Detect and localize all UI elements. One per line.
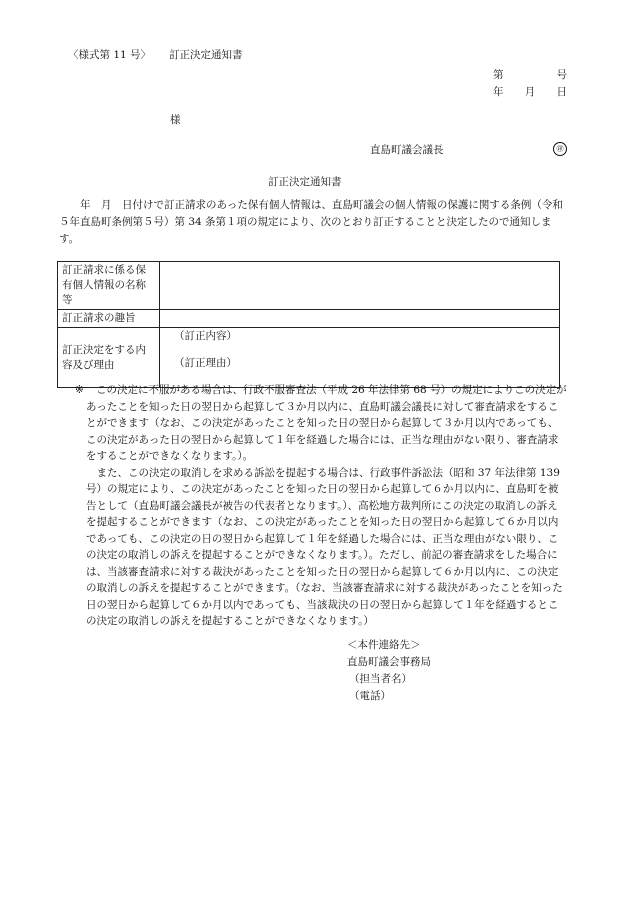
row-label-info-name: 訂正請求に係る保有個人情報の名称等 [58,262,160,310]
correction-info-table [57,261,560,388]
row-label-request-purpose: 訂正請求の趣旨 [58,310,160,328]
note-paragraph-appeal [57,382,567,465]
sender-name: 直島町議会議長 [370,144,444,156]
form-header [68,47,243,63]
correction-content-label: （訂正内容） [174,330,237,342]
date-day: 日 [556,86,567,98]
row-label-decision: 訂正決定をする内容及び理由 [58,328,160,388]
table-row [58,262,560,310]
contact-person: （担当者名） [349,673,412,685]
contact-heading: ＜本件連絡先＞ [347,639,421,651]
document-number-suffix: 号 [556,69,567,81]
contact-phone: （電話） [349,690,391,702]
date-year: 年 [493,86,504,98]
table-row [58,328,560,388]
contact-block [347,637,431,705]
document-date [493,84,573,100]
seal-mark: ㊞ [553,142,567,156]
contact-office: 直島町議会事務局 [347,656,431,668]
form-header-title: 訂正決定通知書 [169,49,243,61]
table-row [58,310,560,328]
row-value-request-purpose [160,310,560,328]
date-month: 月 [524,86,536,98]
note-mark: ※ [75,384,84,396]
notes-section [57,382,567,630]
note-paragraph-appeal-text: この決定に不服がある場合は、行政不服審査法（平成 26 年法律第 68 号）の規定によりこの決定があったことを知った日の翌日から起算して３か月以内に、直島町議会議長に対して審査請求をすることができます（なお、この決定があったことを知った日の翌日から起算して３か月以内であっても、この決定があった日の翌日から起算して１年を経過した場合には、正当な理由がない限り、審査請求をすることができなくなります。）。 [86,384,567,462]
form-number: 〈様式第 11 号〉 [68,49,152,61]
addressee-honorific: 様 [170,114,181,126]
correction-reason-label: （訂正理由） [174,357,237,369]
note-paragraph-lawsuit: また、この決定の取消しを求める訴訟を提起する場合は、行政事件訴訟法（昭和 37 年法律第 139 号）の規定により、この決定があったことを知った日の翌日から起算して６か月以内に、直島町を被告として（直島町議会議長が被告の代表者となります。）、高松地方裁判所にこの決定の取消しの訴えを提起することができます（なお、この決定があったことを知った日の翌日から起算して６か月以内であっても、この決定の日の翌日から起算して１年を経過した場合には、正当な理由がない限り、この決定の取消しの訴えを提起することができなくなります。）。ただし、前記の審査請求をした場合には、当該審査請求に対する裁決があったことを知った日の翌日から起算して６か月以内に、この決定の取消しの訴えを提起することができます。（なお、当該審査請求に対する裁決があったことを知った日の翌日から起算して６か月以内であっても、当該裁決の日の翌日から起算して１年を経過するとこの決定の取消しの訴えを提起することができなくなります。） [86,466,563,627]
intro-text: 年 月 日付けで訂正請求のあった保有個人情報は、直島町議会の個人情報の保護に関する条例（令和５年直島町条例第５号）第 34 条第１項の規定により、次のとおり訂正することと決定したので通知します。 [59,199,563,245]
document-number-prefix: 第 [493,69,504,81]
row-value-decision [160,328,560,388]
document-title: 訂正決定通知書 [268,176,342,188]
row-value-info-name [160,262,560,310]
document-number [493,67,573,83]
